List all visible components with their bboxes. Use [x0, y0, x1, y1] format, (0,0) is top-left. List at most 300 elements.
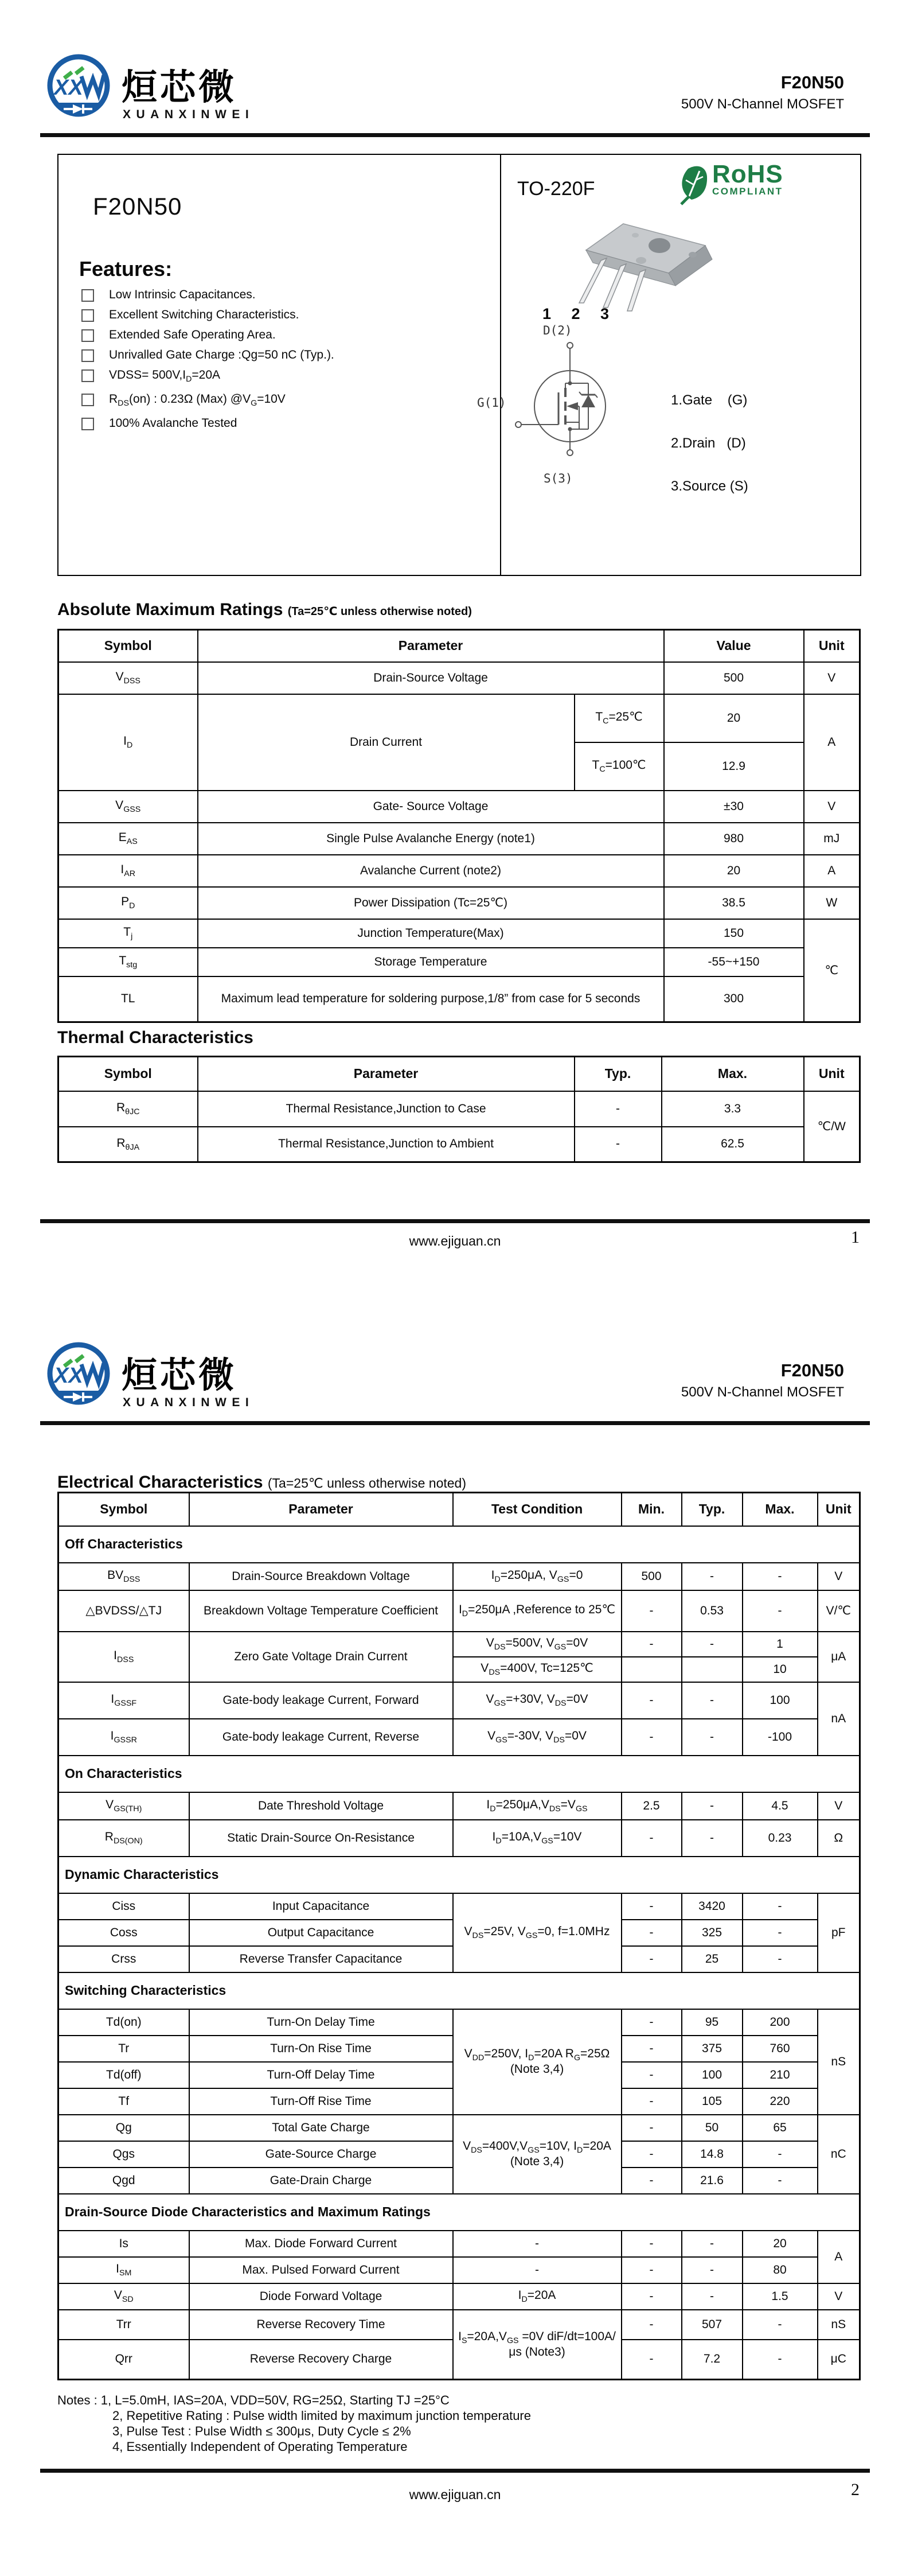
cell-typ: - — [682, 1719, 743, 1756]
cell-max: 10 — [743, 1657, 818, 1682]
cell-max: - — [743, 2141, 818, 2168]
note-line: Notes : 1, L=5.0mH, IAS=20A, VDD=50V, RG=25Ω, Starting TJ =25°C — [57, 2393, 450, 2407]
cell-max: - — [743, 1946, 818, 1972]
cell-symbol: $E_{AS}$ — [58, 823, 198, 855]
table-row — [58, 948, 860, 976]
cell-symbol: Qgs — [58, 2141, 189, 2168]
checkbox-icon — [81, 329, 94, 342]
section-row-diode — [58, 2194, 860, 2231]
cell-max: 760 — [743, 2036, 818, 2062]
cell-value: ±30 — [664, 791, 804, 823]
col-parameter: Parameter — [189, 1493, 453, 1526]
cell-unit: mJ — [804, 823, 860, 855]
cell-parameter: Date Threshold Voltage — [189, 1792, 453, 1820]
cell-min: - — [622, 2168, 682, 2194]
cell-unit: W — [804, 887, 860, 919]
cell-parameter: Input Capacitance — [189, 1893, 453, 1920]
table-row — [58, 2257, 860, 2283]
header-part-number: F20N50 — [780, 72, 844, 92]
table-row — [58, 2009, 860, 2036]
feature-item — [80, 417, 476, 430]
cell-min: - — [622, 2310, 682, 2340]
cell-max: 20 — [743, 2231, 818, 2257]
cell-value: 980 — [664, 823, 804, 855]
feature-label: Low Intrinsic Capacitances. — [109, 288, 256, 301]
cell-symbol: $V_{DSS}$ — [58, 662, 198, 694]
cell-condition: $V_{DS}=500V$, $V_{GS}=0V$ — [453, 1632, 622, 1657]
checkbox-icon — [81, 418, 94, 430]
checkbox-icon — [81, 289, 94, 302]
cell-typ: - — [575, 1091, 662, 1127]
cell-parameter: Reverse Transfer Capacitance — [189, 1946, 453, 1972]
cell-max: 220 — [743, 2088, 818, 2115]
cell-min: - — [622, 1893, 682, 1920]
cell-typ: - — [682, 1682, 743, 1719]
cell-condition: $V_{DS}=25V$, $V_{GS}=0$, f=1.0MHz — [453, 1893, 622, 1972]
cell-condition: $V_{DS}=400V$, Tc=125℃ — [453, 1657, 622, 1682]
cell-parameter: Zero Gate Voltage Drain Current — [189, 1632, 453, 1682]
cell-max: -100 — [743, 1719, 818, 1756]
col-unit: Unit — [818, 1493, 860, 1526]
footer-url: www.ejiguan.cn — [409, 2487, 501, 2502]
cell-unit: V — [804, 791, 860, 823]
cell-condition: $I_D=10A,V_{GS}=10V$ — [453, 1820, 622, 1857]
cell-condition: $T_C=100℃$ — [575, 742, 664, 791]
feature-item — [80, 392, 476, 410]
cell-typ: - — [682, 2257, 743, 2283]
checkbox-icon — [81, 349, 94, 362]
cell-min: - — [622, 1590, 682, 1632]
cell-min: - — [622, 2088, 682, 2115]
cell-symbol: $R_{DS(ON)}$ — [58, 1820, 189, 1857]
cell-value: 150 — [664, 919, 804, 948]
cell-max: - — [743, 1920, 818, 1946]
table-row — [58, 2231, 860, 2257]
cell-typ: 21.6 — [682, 2168, 743, 2194]
cell-unit: V/℃ — [818, 1590, 860, 1632]
cell-parameter: Breakdown Voltage Temperature Coefficient — [189, 1590, 453, 1632]
feature-label: $R_{DS}(on)$ : 0.23Ω (Max) $@V_G=10V$ — [109, 392, 286, 408]
cell-condition: $V_{DS}=400V,V_{GS}=10V$, $I_D=20A$ (Note 3,4) — [453, 2115, 622, 2194]
cell-unit: ℃ — [804, 919, 860, 1022]
cell-parameter: Static Drain-Source On-Resistance — [189, 1820, 453, 1857]
cell-symbol: $R_{\theta JC}$ — [58, 1091, 198, 1127]
cell-symbol: Qg — [58, 2115, 189, 2141]
rohs-title: RoHS — [712, 160, 783, 188]
cell-max: 80 — [743, 2257, 818, 2283]
cell-parameter: Reverse Recovery Time — [189, 2310, 453, 2340]
col-unit: Unit — [804, 630, 860, 662]
cell-max: - — [743, 2310, 818, 2340]
table-row — [58, 791, 860, 823]
cell-symbol: Tr — [58, 2036, 189, 2062]
col-value: Value — [664, 630, 804, 662]
cell-condition: $I_D=250\mu A,V_{DS}=V_{GS}$ — [453, 1792, 622, 1820]
cell-parameter: Output Capacitance — [189, 1920, 453, 1946]
cell-min: - — [622, 2115, 682, 2141]
cell-typ: 507 — [682, 2310, 743, 2340]
cell-unit: Ω — [818, 1820, 860, 1857]
cell-value: 20 — [664, 694, 804, 742]
table-row — [58, 1682, 860, 1719]
footer-rule — [40, 2469, 870, 2473]
rohs-text — [712, 160, 783, 197]
section-row-switching — [58, 1972, 860, 2009]
to220f-package-image — [523, 212, 764, 313]
thermal-title: Thermal Characteristics — [57, 1028, 253, 1047]
abs-max-title — [57, 600, 472, 620]
cell-min: - — [622, 2036, 682, 2062]
cell-symbol: $P_D$ — [58, 887, 198, 919]
table-row — [58, 2115, 860, 2141]
cell-symbol: △BVDSS/△TJ — [58, 1590, 189, 1632]
cell-max: 65 — [743, 2115, 818, 2141]
header-subtitle: 500V N-Channel MOSFET — [681, 96, 844, 112]
cell-max: 1 — [743, 1632, 818, 1657]
col-symbol: Symbol — [58, 1493, 189, 1526]
cell-max: 100 — [743, 1682, 818, 1719]
cell-max: - — [743, 1590, 818, 1632]
cell-max: 0.23 — [743, 1820, 818, 1857]
section-row-on — [58, 1756, 860, 1792]
section-label: Drain-Source Diode Characteristics and Maximum Ratings — [58, 2194, 860, 2231]
cell-max: 1.5 — [743, 2283, 818, 2310]
cell-parameter: Thermal Resistance,Junction to Ambient — [198, 1127, 575, 1162]
drain-pin-label: D(2) — [543, 324, 572, 337]
pin-legend-drain: 2.Drain (D) — [671, 435, 746, 451]
feature-label: Extended Safe Operating Area. — [109, 328, 276, 341]
cell-symbol: Qrr — [58, 2340, 189, 2380]
cell-max: - — [743, 1893, 818, 1920]
cell-min: - — [622, 1682, 682, 1719]
cell-condition: $V_{GS}=+30V$, $V_{DS}=0V$ — [453, 1682, 622, 1719]
cell-symbol: TL — [58, 976, 198, 1022]
cell-symbol: $I_{AR}$ — [58, 855, 198, 887]
pin-legend-gate: 1.Gate (G) — [671, 392, 748, 408]
cell-parameter: Max. Diode Forward Current — [189, 2231, 453, 2257]
features-title: Features: — [79, 257, 173, 281]
pin-legend — [671, 368, 748, 518]
header-rule — [40, 1421, 870, 1425]
svg-text:XX: XX — [54, 1364, 83, 1388]
cell-unit: A — [804, 694, 860, 791]
cell-typ: 325 — [682, 1920, 743, 1946]
table-row — [58, 1563, 860, 1590]
rohs-subtitle: COMPLIANT — [712, 186, 783, 197]
abs-max-table — [57, 629, 861, 1023]
col-unit: Unit — [804, 1057, 860, 1091]
intro-box — [57, 154, 861, 576]
cell-symbol: $I_D$ — [58, 694, 198, 791]
col-test-condition: Test Condition — [453, 1493, 622, 1526]
cell-typ: - — [682, 1792, 743, 1820]
rohs-badge — [677, 160, 783, 205]
cell-condition: $T_C=25℃$ — [575, 694, 664, 742]
cell-min: - — [622, 2231, 682, 2257]
table-row — [58, 1719, 860, 1756]
cell-typ: - — [682, 1563, 743, 1590]
brand-name-en: XUANXINWEI — [123, 108, 255, 121]
cell-parameter: Gate-body leakage Current, Forward — [189, 1682, 453, 1719]
checkbox-icon — [81, 369, 94, 382]
header-part-number: F20N50 — [780, 1360, 844, 1380]
cell-condition: $V_{GS}=-30V$, $V_{DS}=0V$ — [453, 1719, 622, 1756]
cell-symbol: $I_{GSSR}$ — [58, 1719, 189, 1756]
cell-max: 3.3 — [662, 1091, 804, 1127]
cell-typ: - — [682, 2231, 743, 2257]
cell-min: - — [622, 2257, 682, 2283]
cell-symbol: Td(on) — [58, 2009, 189, 2036]
table-row — [58, 976, 860, 1022]
cell-typ: 50 — [682, 2115, 743, 2141]
leaf-icon — [677, 163, 710, 205]
header-rule — [40, 133, 870, 137]
brand-name-en: XUANXINWEI — [123, 1396, 255, 1409]
abs-max-title-text: Absolute Maximum Ratings — [57, 600, 283, 619]
cell-parameter: Junction Temperature(Max) — [198, 919, 664, 948]
cell-max: - — [743, 1563, 818, 1590]
col-symbol: Symbol — [58, 630, 198, 662]
cell-symbol: $T_j$ — [58, 919, 198, 948]
cell-typ: - — [575, 1127, 662, 1162]
cell-parameter: Drain Current — [198, 694, 575, 791]
elec-title-text: Electrical Characteristics — [57, 1473, 263, 1492]
cell-symbol: $BV_{DSS}$ — [58, 1563, 189, 1590]
cell-symbol: Trr — [58, 2310, 189, 2340]
page-2 — [0, 1288, 910, 2576]
cell-condition: $I_D=20A$ — [453, 2283, 622, 2310]
feature-item — [80, 348, 476, 362]
cell-unit: μA — [818, 1632, 860, 1682]
cell-condition: $V_{DD}=250V$, $I_D=20A$ $R_G=25\Omega$ (Note 3,4) — [453, 2009, 622, 2115]
table-row — [58, 823, 860, 855]
cell-min: - — [622, 2141, 682, 2168]
elec-title — [57, 1473, 466, 1492]
cell-symbol: Ciss — [58, 1893, 189, 1920]
cell-unit: nC — [818, 2115, 860, 2194]
cell-condition: $I_D=250\mu A$, $V_{GS}=0$ — [453, 1563, 622, 1590]
svg-text:XX: XX — [54, 76, 83, 100]
cell-parameter: Turn-Off Delay Time — [189, 2062, 453, 2088]
cell-unit: V — [818, 1792, 860, 1820]
cell-unit: pF — [818, 1893, 860, 1972]
table-row — [58, 694, 860, 742]
cell-max: - — [743, 2168, 818, 2194]
col-typ: Typ. — [575, 1057, 662, 1091]
cell-value: -55~+150 — [664, 948, 804, 976]
cell-value: 20 — [664, 855, 804, 887]
xuanxinwei-logo-icon — [40, 49, 117, 127]
checkbox-icon — [81, 309, 94, 322]
cell-value: 38.5 — [664, 887, 804, 919]
cell-parameter: Storage Temperature — [198, 948, 664, 976]
cell-symbol: Coss — [58, 1920, 189, 1946]
cell-typ: - — [682, 1820, 743, 1857]
feature-item — [80, 288, 476, 302]
cell-unit: nS — [818, 2310, 860, 2340]
cell-condition: $I_S=20A,V_{GS} =0V$ diF/dt=100A/μs (Note3) — [453, 2310, 622, 2380]
checkbox-icon — [81, 394, 94, 406]
feature-label: VDSS= $500V,I_D=20A$ — [109, 368, 221, 384]
cell-symbol: Qgd — [58, 2168, 189, 2194]
cell-min: 500 — [622, 1563, 682, 1590]
cell-parameter: Turn-On Rise Time — [189, 2036, 453, 2062]
table-row — [58, 1590, 860, 1632]
cell-unit: A — [818, 2231, 860, 2283]
package-name: TO-220F — [517, 178, 595, 200]
section-label: Off Characteristics — [58, 1526, 860, 1563]
col-parameter: Parameter — [198, 630, 664, 662]
cell-min: - — [622, 1632, 682, 1657]
cell-symbol: Crss — [58, 1946, 189, 1972]
cell-parameter: Gate-Drain Charge — [189, 2168, 453, 2194]
table-row — [58, 1091, 860, 1127]
notes-block — [57, 2392, 803, 2454]
table-row — [58, 855, 860, 887]
cell-max: 4.5 — [743, 1792, 818, 1820]
table-row — [58, 919, 860, 948]
col-typ: Typ. — [682, 1493, 743, 1526]
feature-label: Excellent Switching Characteristics. — [109, 308, 299, 321]
cell-parameter: Diode Forward Voltage — [189, 2283, 453, 2310]
cell-min: - — [622, 1946, 682, 1972]
brand-name-cn: 烜芯微 — [122, 68, 237, 107]
cell-min: - — [622, 1820, 682, 1857]
cell-unit: nS — [818, 2009, 860, 2115]
table-row — [58, 2283, 860, 2310]
header-part-block — [681, 72, 844, 112]
cell-typ: 0.53 — [682, 1590, 743, 1632]
section-row-off — [58, 1526, 860, 1563]
table-header-row — [58, 630, 860, 662]
feature-item — [80, 368, 476, 386]
cell-symbol: Tf — [58, 2088, 189, 2115]
cell-parameter: Turn-On Delay Time — [189, 2009, 453, 2036]
note-line: 3, Pulse Test : Pulse Width ≤ 300μs, Duty Cycle ≤ 2% — [112, 2424, 411, 2438]
cell-unit: μC — [818, 2340, 860, 2380]
cell-symbol: $V_{GS(TH)}$ — [58, 1792, 189, 1820]
table-row — [58, 1792, 860, 1820]
elec-title-note: (Ta=25℃ unless otherwise noted) — [267, 1476, 466, 1491]
cell-parameter: Turn-Off Rise Time — [189, 2088, 453, 2115]
feature-item — [80, 308, 476, 322]
cell-parameter: Maximum lead temperature for soldering purpose,1/8” from case for 5 seconds — [198, 976, 664, 1022]
cell-condition: - — [453, 2231, 622, 2257]
brand-name-cn: 烜芯微 — [122, 1356, 237, 1395]
col-min: Min. — [622, 1493, 682, 1526]
table-row — [58, 1127, 860, 1162]
page-number: 2 — [851, 2480, 860, 2499]
part-title: F20N50 — [93, 193, 182, 220]
footer-rule — [40, 1219, 870, 1223]
cell-min: - — [622, 2283, 682, 2310]
cell-typ: - — [682, 1632, 743, 1657]
cell-parameter: Gate-body leakage Current, Reverse — [189, 1719, 453, 1756]
features-list — [80, 288, 476, 437]
section-label: Switching Characteristics — [58, 1972, 860, 2009]
col-max: Max. — [662, 1057, 804, 1091]
cell-parameter: Max. Pulsed Forward Current — [189, 2257, 453, 2283]
source-pin-label: S(3) — [544, 472, 573, 485]
cell-parameter: Reverse Recovery Charge — [189, 2340, 453, 2380]
cell-parameter: Total Gate Charge — [189, 2115, 453, 2141]
cell-max: 200 — [743, 2009, 818, 2036]
note-line: 2, Repetitive Rating : Pulse width limited by maximum junction temperature — [112, 2408, 531, 2423]
cell-parameter: Avalanche Current (note2) — [198, 855, 664, 887]
pin-legend-source: 3.Source (S) — [671, 478, 748, 494]
cell-value: 300 — [664, 976, 804, 1022]
cell-symbol: Is — [58, 2231, 189, 2257]
cell-unit: A — [804, 855, 860, 887]
cell-condition: - — [453, 2257, 622, 2283]
cell-max: 62.5 — [662, 1127, 804, 1162]
cell-unit: nA — [818, 1682, 860, 1756]
cell-typ: 105 — [682, 2088, 743, 2115]
mosfet-symbol-diagram — [501, 337, 639, 469]
table-header-row — [58, 1057, 860, 1091]
cell-symbol: $R_{\theta JA}$ — [58, 1127, 198, 1162]
header-part-block — [681, 1360, 844, 1400]
cell-parameter: Thermal Resistance,Junction to Case — [198, 1091, 575, 1127]
cell-symbol: Td(off) — [58, 2062, 189, 2088]
cell-unit: V — [804, 662, 860, 694]
feature-label: Unrivalled Gate Charge :Qg=50 nC (Typ.). — [109, 348, 334, 361]
cell-parameter: Gate-Source Charge — [189, 2141, 453, 2168]
pin-numbers: 1 2 3 — [542, 305, 618, 322]
cell-parameter: Gate- Source Voltage — [198, 791, 664, 823]
cell-parameter: Drain-Source Voltage — [198, 662, 664, 694]
cell-symbol: $T_{stg}$ — [58, 948, 198, 976]
cell-condition: $I_D=250\mu A$ ,Reference to 25℃ — [453, 1590, 622, 1632]
section-label: Dynamic Characteristics — [58, 1857, 860, 1893]
header-subtitle: 500V N-Channel MOSFET — [681, 1384, 844, 1400]
cell-min: - — [622, 1719, 682, 1756]
cell-value: 500 — [664, 662, 804, 694]
cell-typ: 95 — [682, 2009, 743, 2036]
table-row — [58, 1820, 860, 1857]
elec-table — [57, 1492, 861, 2380]
cell-parameter: Power Dissipation (Tc=25℃) — [198, 887, 664, 919]
cell-typ: - — [682, 2283, 743, 2310]
xuanxinwei-logo-icon — [40, 1337, 117, 1415]
table-row — [58, 887, 860, 919]
cell-value: 12.9 — [664, 742, 804, 791]
cell-symbol: $I_{DSS}$ — [58, 1632, 189, 1682]
cell-min: - — [622, 2340, 682, 2380]
cell-min: - — [622, 1920, 682, 1946]
cell-symbol: $V_{GSS}$ — [58, 791, 198, 823]
cell-typ: 25 — [682, 1946, 743, 1972]
abs-max-title-note: (Ta=25℃ unless otherwise noted) — [287, 605, 472, 618]
note-line: 4, Essentially Independent of Operating Temperature — [112, 2439, 408, 2454]
table-row — [58, 1632, 860, 1657]
page-number: 1 — [851, 1228, 860, 1247]
cell-symbol: $I_{GSSF}$ — [58, 1682, 189, 1719]
cell-typ: 375 — [682, 2036, 743, 2062]
cell-unit: ℃/W — [804, 1091, 860, 1162]
cell-parameter: Single Pulse Avalanche Energy (note1) — [198, 823, 664, 855]
cell-parameter: Drain-Source Breakdown Voltage — [189, 1563, 453, 1590]
table-row — [58, 2310, 860, 2340]
feature-label: 100% Avalanche Tested — [109, 417, 237, 430]
cell-max: 210 — [743, 2062, 818, 2088]
cell-symbol: $I_{SM}$ — [58, 2257, 189, 2283]
cell-min: - — [622, 2009, 682, 2036]
footer-url: www.ejiguan.cn — [409, 1233, 501, 1248]
cell-typ: 7.2 — [682, 2340, 743, 2380]
cell-min: - — [622, 2062, 682, 2088]
gate-pin-label: G(1) — [477, 396, 506, 410]
